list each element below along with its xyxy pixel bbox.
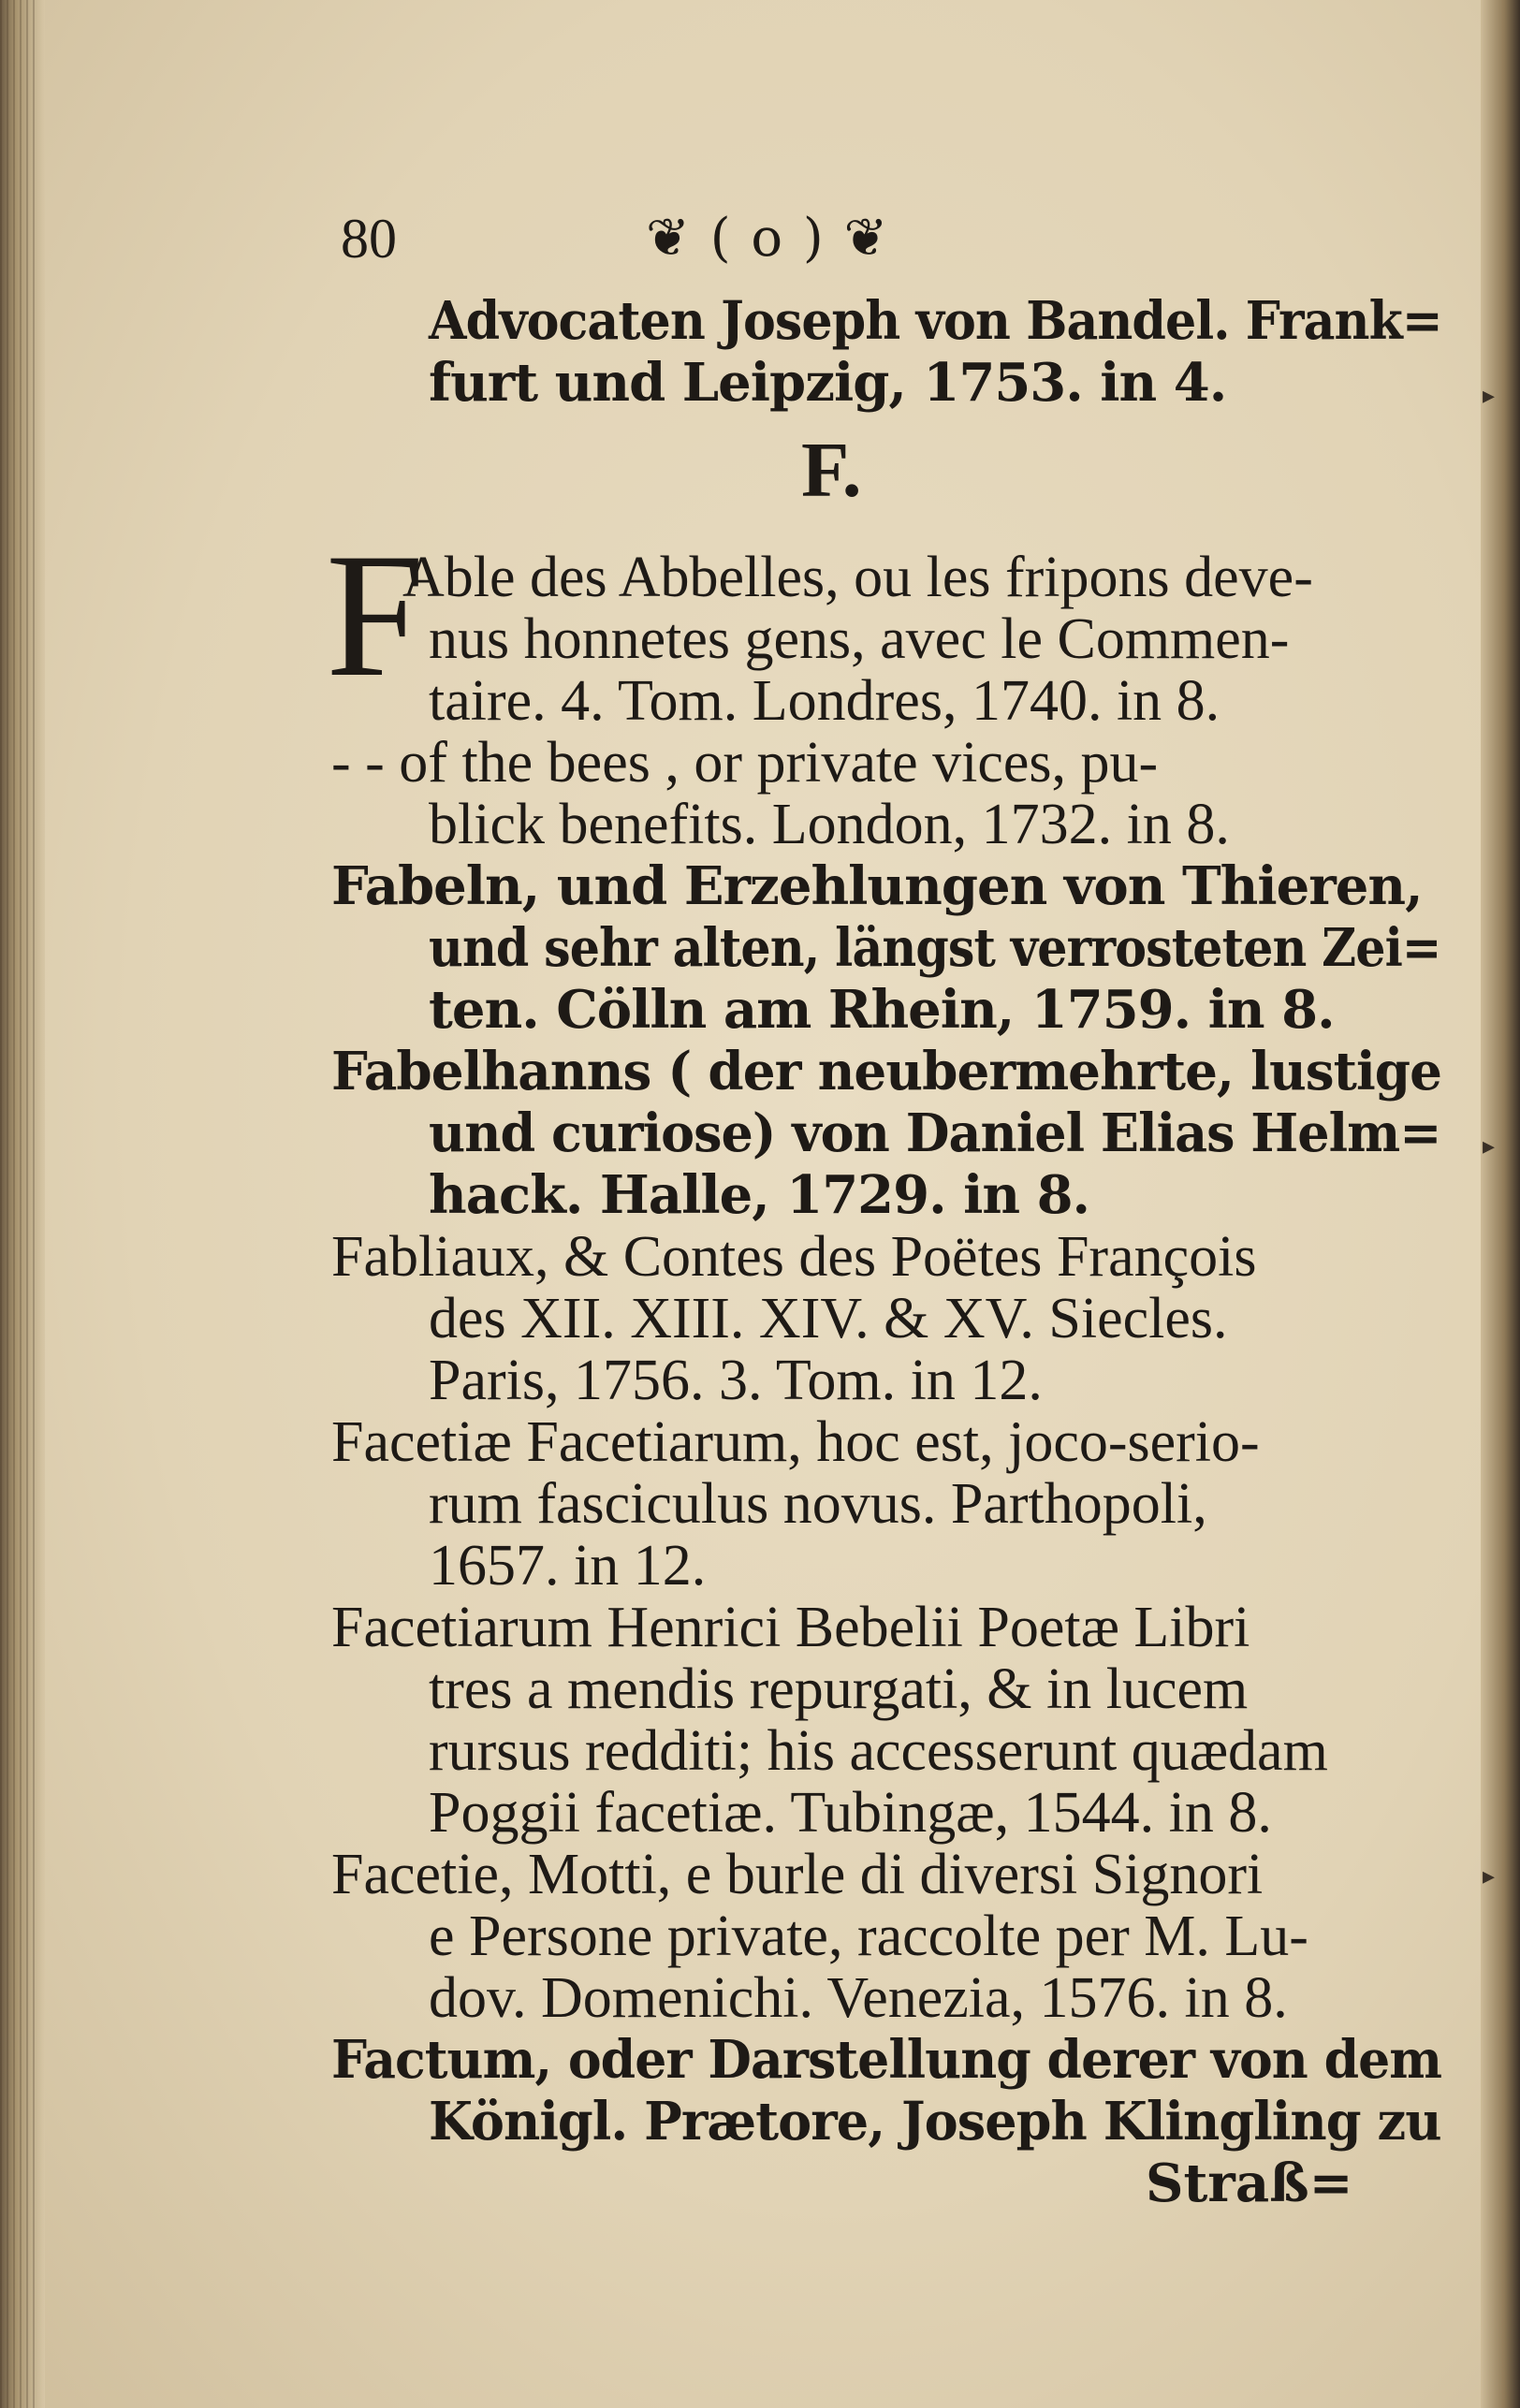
text-line: Poggii facetiæ. Tubingæ, 1544. in 8.	[429, 1781, 1272, 1845]
text-line: Facetiarum Henrici Bebelii Poetæ Libri	[331, 1596, 1250, 1659]
text-line: rursus redditi; his accesserunt quædam	[429, 1719, 1328, 1783]
text-line: Fabliaux, & Contes des Poëtes François	[331, 1225, 1257, 1289]
text-line: Fabeln, und Erzehlungen von Thieren,	[331, 855, 1423, 917]
text-line: und curiose) von Daniel Elias Helm=	[429, 1102, 1441, 1164]
text-line: hack. Halle, 1729. in 8.	[429, 1164, 1090, 1226]
text-line: Facetie, Motti, e burle di diversi Signori	[331, 1843, 1264, 1906]
text-line: blick benefits. London, 1732. in 8.	[429, 793, 1230, 856]
text-line: tres a mendis repurgati, & in lucem	[429, 1657, 1249, 1721]
drop-cap: F	[326, 518, 425, 714]
header-ornament: ❦ ( o ) ❦	[646, 208, 890, 269]
text-line: Able des Abbelles, ou les fripons deve-	[402, 546, 1313, 609]
text-line: Advocaten Joseph von Bandel. Frank=	[429, 290, 1442, 352]
text-line: furt und Leipzig, 1753. in 4.	[429, 352, 1227, 414]
margin-mark: ▸	[1483, 382, 1496, 410]
text-line: dov. Domenichi. Venezia, 1576. in 8.	[429, 1966, 1288, 2030]
text-line: Factum, oder Darstellung derer von dem	[331, 2029, 1442, 2091]
text-line: Facetiæ Facetiarum, hoc est, joco-serio-	[331, 1410, 1260, 1474]
text-line: e Persone private, raccolte per M. Lu-	[429, 1905, 1308, 1968]
section-heading: F.	[801, 427, 862, 514]
text-line: taire. 4. Tom. Londres, 1740. in 8.	[429, 669, 1220, 733]
margin-mark: ▸	[1483, 1862, 1496, 1890]
catchword: Straß=	[1146, 2153, 1353, 2214]
text-line: Paris, 1756. 3. Tom. in 12.	[429, 1349, 1043, 1412]
text-line: - - of the bees , or private vices, pu-	[331, 731, 1159, 795]
text-line: rum fasciculus novus. Parthopoli,	[429, 1472, 1207, 1536]
text-line: des XII. XIII. XIV. & XV. Siecles.	[429, 1287, 1228, 1350]
text-line: nus honnetes gens, avec le Commen-	[429, 607, 1290, 671]
text-line: Königl. Prætore, Joseph Klingling zu	[429, 2091, 1441, 2153]
text-line: und sehr alten, längst verrosteten Zei=	[429, 917, 1441, 979]
page-number: 80	[341, 208, 397, 270]
text-line: Fabelhanns ( der neubermehrte, lustige	[331, 1041, 1441, 1102]
margin-mark: ▸	[1483, 1132, 1496, 1160]
text-line: 1657. in 12.	[429, 1534, 707, 1598]
text-line: ten. Cölln am Rhein, 1759. in 8.	[429, 979, 1335, 1041]
